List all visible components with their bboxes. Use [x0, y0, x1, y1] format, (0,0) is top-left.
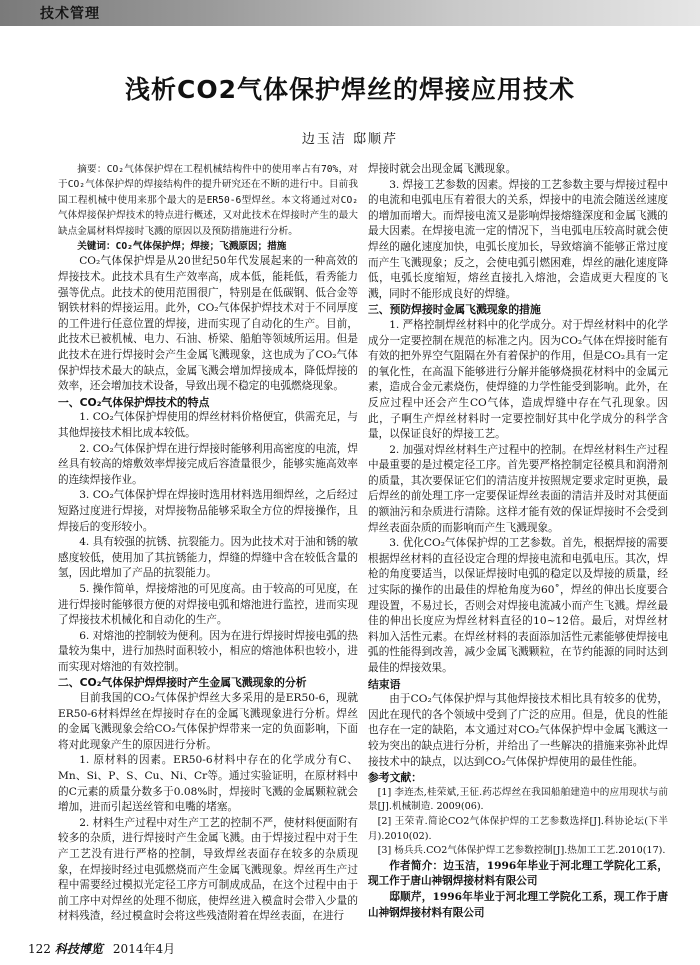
- section-header-band: [0, 0, 700, 26]
- abstract: 摘要：CO₂气体保护焊在工程机械结构件中的使用率占有70%，对于CO₂气体保护焊的焊接结构件的提升研究还在不断的进行中。目前我国工程机械中使用来那个最大的是ER50-6型焊丝。本文将通过对CO₂气体焊接保护焊技术的特点进行概述，又对此技术在焊接时产生的最大缺点金属材料焊接时飞溅的原因以及预防措施进行分析。: [58, 164, 358, 237]
- page-footer: [28, 940, 175, 957]
- measure-2: 2. 加强对焊丝材料生产过程中的控制。在焊丝材料生产过程中最重要的是过模定径工序。首先要严格控制定径模具和润滑剂的质量，其次要保证它们的清洁度并按照规定要求定时更换，最后焊丝的前处理工序一定要保证焊丝表面的清洁并及时对其便面的额油污和杂质进行清除。这样才能有效的保证焊接时不会受到焊丝表面杂质的而影响而产生飞溅现象。: [368, 443, 668, 534]
- feature-1: 1. CO₂气体保护焊使用的焊丝材料价格便宜，供需充足，与其他焊接技术相比成本较低。: [58, 411, 358, 439]
- reference-item: [1] 李连杰,桂荣斌,王征.药芯焊丝在我国船舶建造中的应用现状与前景[J].机械制造. 2009(06).: [368, 786, 668, 813]
- right-column: [368, 162, 668, 921]
- measure-1: 1. 严格控制焊丝材料中的化学成分。对于焊丝材料中的化学成分一定要控制在规范的标准之内。因为CO₂气体在焊接时能有有效的把外界空气阻隔在外有着保护的作用，但是CO₂具有一定的氧化性，在高温下能够进行分解并能够烧损花材料中的金属元素，造成合金元素烧伤，使焊缝的力学性能受到影响。此外，在反应过程中还会产生CO气体，造成焊缝中存在气孔现象。因此，子啊生产焊丝材料时一定要控制好其中化学成分的科学含量，以保证良好的焊接工艺。: [368, 318, 668, 441]
- section-heading-3: 三、预防焊接时金属飞溅现象的措施: [368, 303, 541, 317]
- magazine-name: 科技博览: [54, 942, 103, 956]
- analysis-1: 1. 原材料的因素。ER50-6材料中存在的化学成分有C、Mn、Si、P、S、Cu、Ni、Cr等。通过实验证明，在原材料中的C元素的质量分数多于0.08%时，焊接时飞溅的金属颗粒就会增加，进而引起送丝管和电嘴的堵塞。: [58, 754, 358, 814]
- keywords: 关键词：CO₂气体保护焊；焊接；飞溅原因；措施: [77, 241, 287, 253]
- feature-3: 3. CO₂气体保护焊在焊接时选用材料选用细焊丝，之后经过短路过度进行焊接，对焊接物品能够采取全方位的焊接操作，且焊接后的变形较小。: [58, 489, 358, 533]
- analysis-3: 3. 焊接工艺参数的因素。焊接的工艺参数主要与焊接过程中的电流和电弧电压有着很大的关系，焊接中的电流会随送丝速度的增加而增大。而焊接电流又是影响焊接熔缝深度和金属飞溅的最大因素。在焊接电流一定的情况下，当电弧电压较高时就会使焊丝的融化速度加快，电弧长度加长，导致熔滴不能够正常过度而产生飞溅现象；反之，会使电弧引燃困难，焊丝的融化速度降低，电弧长度缩短，熔丝直接扎入熔池，会造成更大程度的飞溅，同时不能形成良好的焊缝。: [368, 178, 668, 300]
- article-authors: 边玉洁 邸顺芹: [301, 132, 399, 147]
- author-bio-2: 邸顺芹，1996年毕业于河北理工学院化工系，现工作于唐山神钢焊接材料有限公司: [368, 890, 668, 919]
- section-label: 技术管理: [40, 6, 100, 22]
- reference-item: [3] 杨兵兵.CO2气体保护焊工艺参数控制[J].热加工工艺.2010(17).: [377, 845, 666, 857]
- references-heading: 参考文献：: [368, 771, 422, 785]
- conclusion-heading: 结束语: [368, 677, 401, 691]
- author-bio-1: 作者简介：边玉洁，1996年毕业于河北理工学院化工系，现工作于唐山神钢焊接材料有限公司: [368, 859, 668, 888]
- feature-2: 2. CO₂气体保护焊在进行焊接时能够利用高密度的电流，焊丝具有较高的熔敷效率焊接完成后容渣量很少，能够实施高效率的连续焊接作业。: [58, 442, 358, 486]
- measure-3: 3. 优化CO₂气体保护焊的工艺参数。首先，根据焊接的需要根据焊丝材料的直径设定合理的焊接电流和电弧电压。其次，焊枪的角度要适当，以保证焊接时电弧的稳定以及焊接的质量，经过实际的操作的出最佳的焊枪角度为60˚，焊丝的伸出长度要合理设置，不易过长，否则会对焊接电流减小而产生飞溅。焊丝最佳的伸出长度应为焊丝材料直径的10~12倍。最后，对焊丝材料加入活性元素。在焊丝材料的表面添加活性元素能够使焊接电弧的性能得到改善，减少金属飞溅颗粒，在节约能源的同时达到最佳的焊接效果。: [368, 537, 668, 674]
- analysis-2-continued: 焊接时就会出现金属飞溅现象。: [368, 163, 517, 175]
- feature-5: 5. 操作简单，焊接熔池的可见度高。由于较高的可见度，在进行焊接时能够很方便的对焊接电弧和熔池进行监控，进而实现了焊接技术机械化和自动化的生产。: [58, 582, 358, 627]
- intro-paragraph: CO₂气体保护焊是从20世纪50年代发展起来的一种高效的焊接技术。此技术具有生产效率高，成本低，能耗低，看秀能力强等优点。此技术的使用范围很广，特别是在低碳钢、低合金等钢铁材料的焊接运用。此外，CO₂气体保护焊技术对于不同厚度的工件进行任意位置的焊接，进而实现了自动化的生产。目前，此技术已被机械、电力、石油、桥梁、船舶等领域所运用。但是此技术在进行焊接时会产生金属飞溅现象，这也成为了CO₂气体保护焊技术最大的缺点，金属飞溅会增加焊接成本，降低焊接的效率，还会增加技术设备，导致出现不稳定的电弧燃烧现象。: [58, 255, 358, 393]
- feature-6: 6. 对熔池的控制较为便利。因为在进行焊接时焊接电弧的热量较为集中，进行加热时面积较小，相应的熔池体积也较小，进而实现对熔池的有效控制。: [58, 629, 358, 673]
- section-heading-1: 一、CO₂气体保护焊技术的特点: [58, 395, 210, 409]
- reference-item: [2] 王荣青.简论CO2气体保护焊的工艺参数选择[J].科协论坛(下半月).2010(02).: [368, 815, 668, 842]
- analysis-2: 2. 材料生产过程中对生产工艺的控制不严，使材料便面附有较多的杂质，进行焊接时产生金属飞溅。由于焊接过程中对于生产工艺没有进行严格的控制，导致焊丝表面存在较多的杂质现象，在焊接时经过电弧燃烧而产生金属飞溅现象。焊丝再生产过程中需要经过模拟光定径工序方可制成成品，在这个过程中由于前工序中对焊丝的处理不彻底，使焊丝进入模盒时会带入少量的材料残渣，经过模盒时会将这些残渣附着在焊丝表面，在进行: [58, 816, 358, 923]
- conclusion: 由于CO₂气体保护焊与其他焊接技术相比具有较多的优势，因此在现代的各个领域中受到了广泛的应用。但是，优良的性能也存在一定的缺陷，本文通过对CO₂气体保护焊中金属飞溅这一较为突出的缺点进行分析，并给出了一些解决的措施来弥补此焊接技术中的缺点，以达到CO₂气体保护焊使用的最佳性能。: [368, 693, 668, 768]
- left-column: [58, 162, 358, 925]
- feature-4: 4. 具有较强的抗锈、抗裂能力。因为此技术对于油和锈的敏感度较低，使用加了其抗锈能力，焊缝的焊缝中含在较低含量的氢，因此增加了产品的抗裂能力。: [58, 536, 358, 580]
- section-heading-2: 二、CO₂气体保护焊焊接时产生金属飞溅现象的分析: [58, 676, 307, 690]
- analysis-intro: 目前我国的CO₂气体保护焊丝大多采用的是ER50-6，现就ER50-6材料焊丝在焊接时存在的金属飞溅现象进行分析。焊丝的金属飞溅现象会给CO₂气体保护焊带来一定的负面影响，下面将对此现象产生的原因进行分析。: [58, 692, 358, 751]
- issue-date: 2014年4月: [112, 942, 176, 956]
- page-number: 122: [28, 942, 51, 956]
- article-title: 浅析CO2气体保护焊丝的焊接应用技术: [125, 75, 575, 104]
